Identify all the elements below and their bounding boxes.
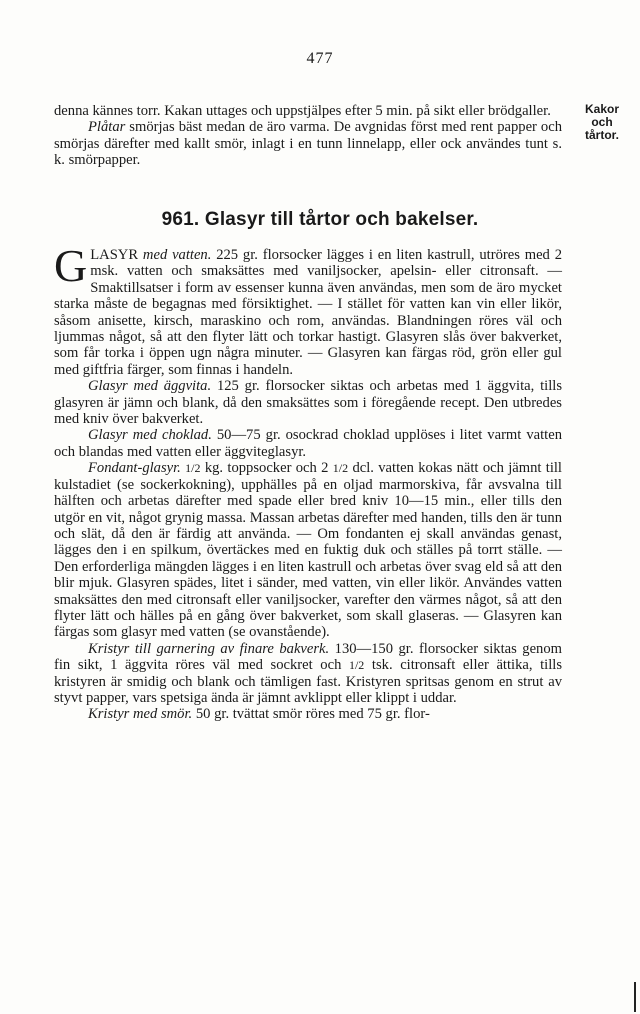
glasyr-aggvita-paragraph [54, 378, 562, 427]
glasyr-aggvita-text: 125 gr. florsocker siktas och arbetas med 1 äggvita, tills glasyren är jämn och blank, då den smaksättes som i föregående recept. Den utbredes med kniv över bakverket. [54, 378, 563, 428]
kristyr-paragraph [54, 641, 562, 707]
fraction: 1/2 [185, 461, 201, 476]
fondant-glasyr-text-a: kg. toppsocker och 2 [200, 460, 333, 477]
platar-text: smörjas bäst medan de äro varma. De avgnidas först med rent papper och smörjas därefter med kallt smör, inlagt i en tunn linnelapp, eller ock användes tunt s. k. smörpapper. [54, 119, 562, 169]
fondant-glasyr-paragraph [54, 460, 562, 640]
drop-cap: G [54, 240, 88, 291]
kristyr-smor-paragraph [54, 706, 562, 722]
glasyr-vatten-paragraph [54, 240, 562, 378]
margin-note [566, 103, 638, 142]
page-edge-mark [634, 982, 636, 1012]
fondant-glasyr-term: Fondant-glasyr. [88, 460, 181, 477]
glasyr-choklad-text: 50—75 gr. osockrad choklad upplöses i litet varmt vatten och blandas med vatten eller äggviteglasyr. [54, 427, 562, 460]
fondant-glasyr-text-b: dcl. vatten kokas nätt och jämnt till kulstadiet (se sockerkokning), upphälles på en oljad marmorskiva, får avsvalna till hälften och arbetas därefter med spade eller bred kniv 10—15 min., eller tills den utgör en vit, något grynig massa. Massan arbetas därefter med handen, tills den är tunn och slät, då den är färdig att använda. — Om fondanten ej skall användas genast, lägges den i en spilkum, övertäckes med en fuktig duk och ställes på torrt ställe. — Den erforderliga mängden lägges i en liten kastrull och arbetas över svag eld så att den blir mjuk. Glasyren spädes, litet i sänder, med vatten, vin eller likör. Användes vatten smaksättes den med citronsaft eller vaniljsocker, varefter den värmes något, så att den flyter lätt och hälles på en gång över bakverket, som skall glaseras. — Glasyren kan färgas som glasyr med vatten (se ovanstående). [54, 460, 562, 641]
intro-text [54, 103, 562, 169]
glasyr-caps: LASYR [90, 247, 139, 263]
section-heading: 961. Glasyr till tårtor och bakelser. [161, 209, 479, 230]
recipes-text [54, 240, 563, 723]
page-number: 477 [306, 50, 334, 67]
platar-term: Plåtar [88, 119, 126, 136]
intro-paragraph: denna kännes torr. Kakan uttages och uppstjälpes efter 5 min. på sikt eller brödgaller. [54, 103, 551, 119]
platar-paragraph [54, 119, 562, 168]
glasyr-vatten-text: 225 gr. florsocker lägges i en liten kastrull, utröres med 2 msk. vatten och smaksättes med vaniljsocker, apelsin- eller citronsaft. — Smaktillsatser i form av essenser kunna även användas, men som de äro mycket starka måste de begagnas med försiktighet. — I stället för vatten kan vin eller likör, såsom anisette, kirsch, maraskino och rom, användas. Blandningen röres väl och ljummas något, så att den flyter lätt och torkar hastigt. Glasyren slås över bakverket, som får torka i öppen ugn några minuter. — Glasyren kan färgas röd, grön eller gul med giftfria färger, som finnas i handeln. [54, 247, 562, 378]
margin-note-line: Kakor [584, 102, 619, 116]
kristyr-term: Kristyr till garnering av finare bakverk. [88, 640, 330, 657]
glasyr-aggvita-term: Glasyr med äggvita. [88, 378, 212, 395]
margin-note-line: och [591, 115, 613, 129]
fraction: 1/2 [332, 461, 349, 476]
margin-note-line: tårtor. [584, 128, 619, 142]
fraction: 1/2 [348, 658, 365, 673]
glasyr-choklad-term: Glasyr med choklad. [88, 427, 212, 444]
kristyr-text-a: 130—150 gr. florsocker siktas genom fin sikt, 1 äggvita röres väl med sockret och [54, 640, 562, 674]
kristyr-smor-term: Kristyr med smör. [88, 706, 193, 723]
kristyr-smor-text: 50 gr. tvättat smör röres med 75 gr. flor- [192, 706, 430, 723]
glasyr-vatten-term: med vatten. [142, 247, 212, 263]
glasyr-choklad-paragraph [54, 427, 562, 460]
kristyr-text-b: tsk. citronsaft eller ättika, tills kristyren är smidig och blank och tämligen fast. Kristyren spritsas genom en strut av styvt papper, vars spetsiga ända är jämnt avklippt eller klippt i uddar. [54, 657, 563, 706]
